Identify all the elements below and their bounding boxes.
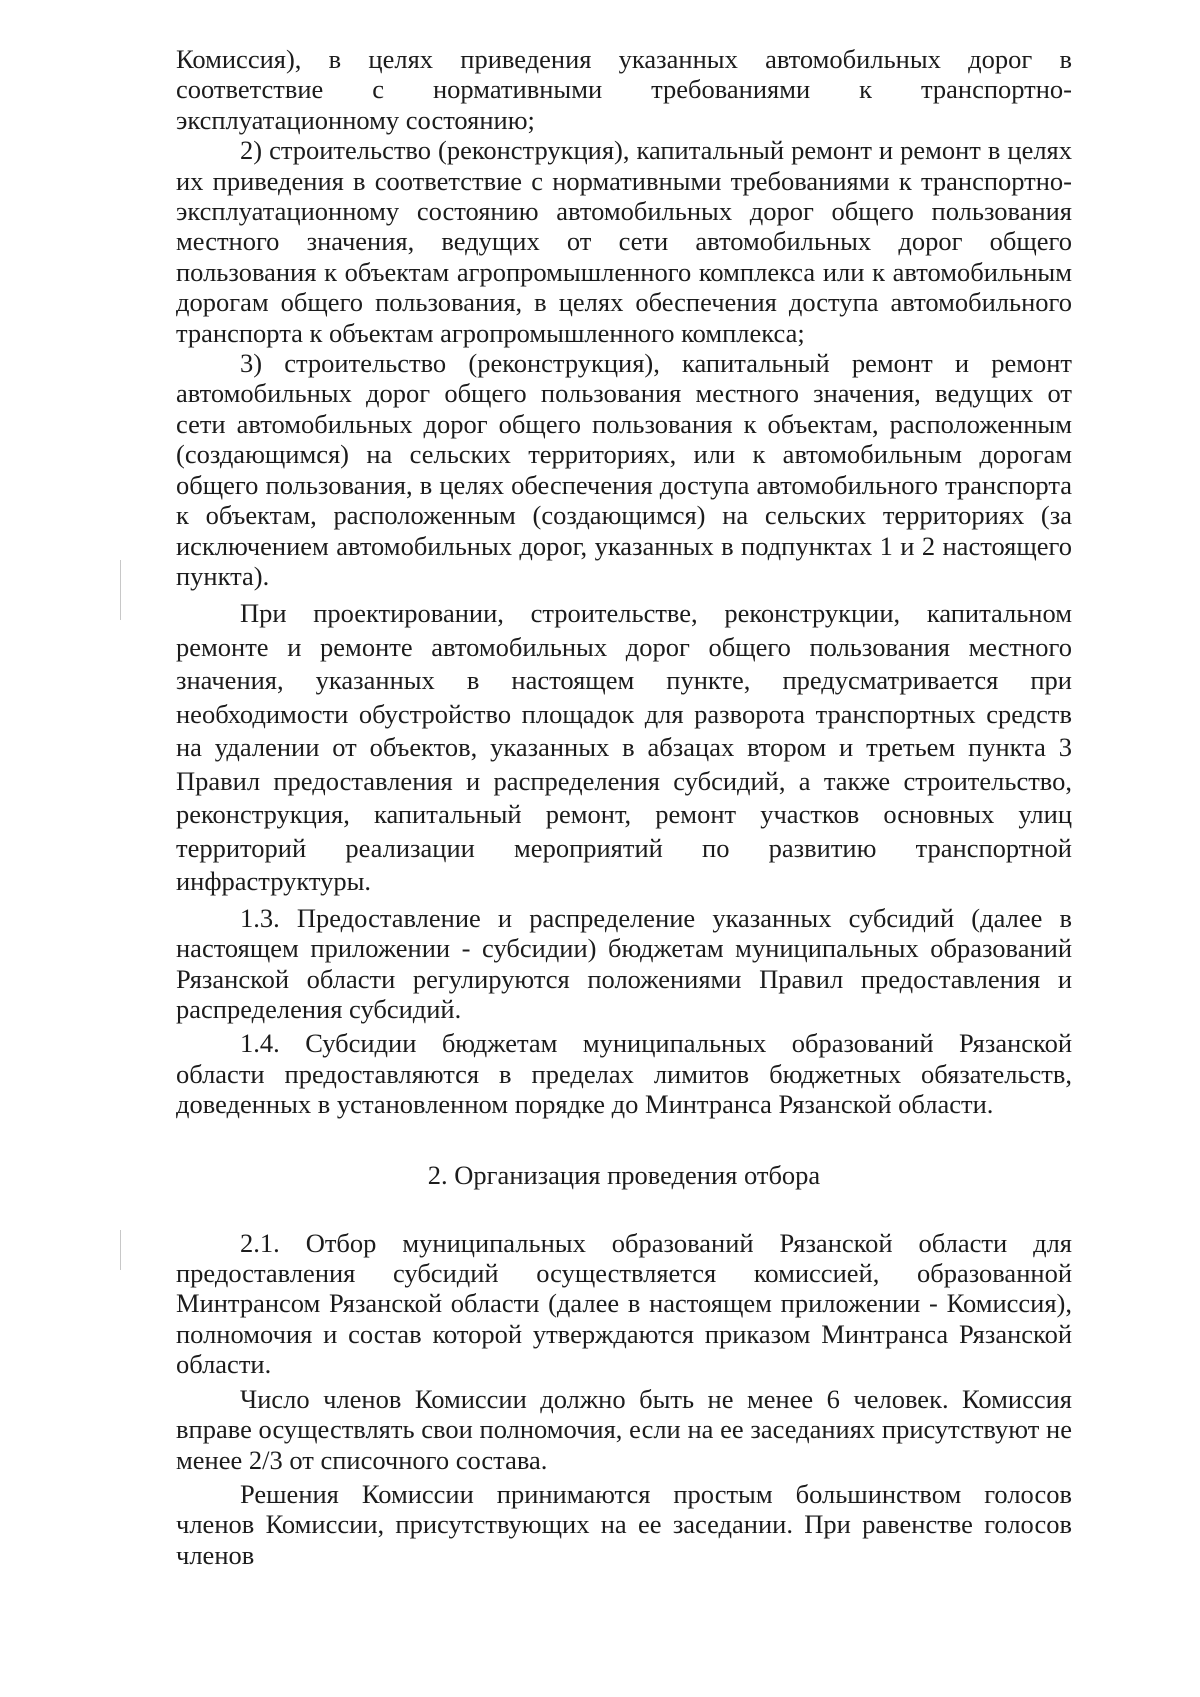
paragraph-1-3: 1.3. Предоставление и распределение указанных субсидий (далее в настоящем приложении - субсидии) бюджетам муниципальных образований Рязанской области регулируются положениями Правил предоставления и распределения субсидий. — [176, 902, 1072, 1025]
scan-artifact-line — [120, 560, 121, 620]
scan-artifact-line — [120, 1230, 121, 1270]
paragraph-1-4: 1.4. Субсидии бюджетам муниципальных образований Рязанской области предоставляются в пределах лимитов бюджетных обязательств, доведенных в установленном порядке до Минтранса Рязанской области. — [176, 1028, 1072, 1120]
paragraph-item-2: 2) строительство (реконструкция), капитальный ремонт и ремонт в целях их приведения в соответствие с нормативными требованиями к транспортно-эксплуатационному состоянию автомобильных дорог общего пользования местного значения, ведущих от сети автомобильных дорог общего пользования к объектам агропромышленного комплекса или к автомобильным дорогам общего пользования, в целях обеспечения доступа автомобильного транспорта к объектам агропромышленного комплекса; — [176, 135, 1072, 348]
paragraph-design-note: При проектировании, строительстве, реконструкции, капитальном ремонте и ремонте автомобильных дорог общего пользования местного значения, указанных в настоящем пункте, предусматривается при необходимости обустройство площадок для разворота транспортных средств на удалении от объектов, указанных в абзацах втором и третьем пункта 3 Правил предоставления и распределения субсидий, а также строительство, реконструкция, капитальный ремонт, ремонт участков основных улиц территорий реализации мероприятий по развитию транспортной инфраструктуры. — [176, 598, 1072, 897]
paragraph-item-3: 3) строительство (реконструкция), капитальный ремонт и ремонт автомобильных дорог общего пользования местного значения, ведущих от сети автомобильных дорог общего пользования к объектам, расположенным (создающимся) на сельских территориях, или к автомобильным дорогам общего пользования, в целях обеспечения доступа автомобильного транспорта к объектам, расположенным (создающимся) на сельских территориях (за исключением автомобильных дорог, указанных в подпунктах 1 и 2 настоящего пункта). — [176, 348, 1072, 591]
paragraph-continuation: Комиссия), в целях приведения указанных автомобильных дорог в соответствие с нормативными требованиями к транспортно-эксплуатационному состоянию; — [176, 44, 1072, 135]
paragraph-2-1: 2.1. Отбор муниципальных образований Рязанской области для предоставления субсидий осуществляется комиссией, образованной Минтрансом Рязанской области (далее в настоящем приложении - Комиссия), полномочия и состав которой утверждаются приказом Минтранса Рязанской области. — [176, 1227, 1072, 1380]
section-heading: 2. Организация проведения отбора — [427, 1159, 821, 1190]
paragraph-commission-members: Число членов Комиссии должно быть не менее 6 человек. Комиссия вправе осуществлять свои полномочия, если на ее заседаниях присутствуют не менее 2/3 от списочного состава. — [176, 1383, 1072, 1475]
document-body — [176, 44, 1072, 1570]
paragraph-commission-decisions: Решения Комиссии принимаются простым большинством голосов членов Комиссии, присутствующих на ее заседании. При равенстве голосов членов — [176, 1478, 1072, 1570]
